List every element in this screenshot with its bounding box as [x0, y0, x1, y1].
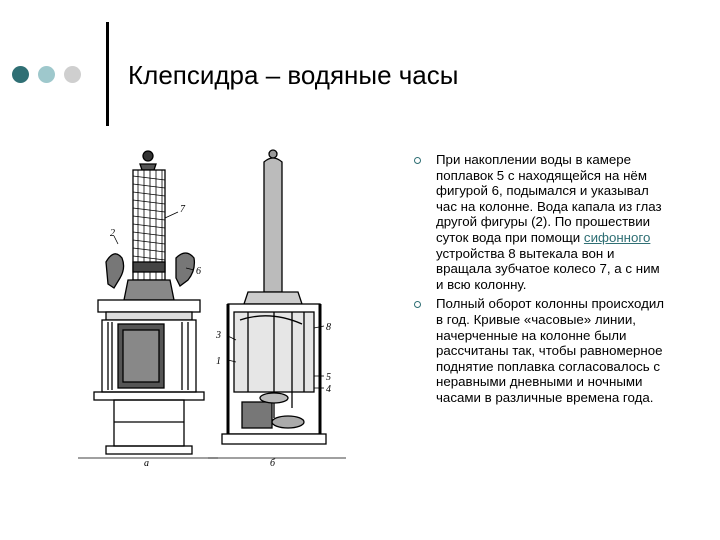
title-divider [106, 22, 109, 126]
figure-label-b: б [270, 458, 276, 469]
figure-number-5: 5 [326, 372, 331, 383]
bullet-text-part: устройства 8 вытекала вон и вращала зубчатое колесо 7, а с ним и всю колонну. [436, 245, 660, 292]
bullet-text-part: При накоплении воды в камере поплавок 5 с находящейся на нём фигурой 6, подымался и указывал час на колонне. Вода капала из глаз другой фигуры (2). По прошествии суток вода при помощи [436, 152, 662, 245]
figure-number-3: 3 [216, 330, 221, 341]
bullet-text: Полный оборот колонны происходил в год. Кривые «часовые» линии, начерченные на колонне были рассчитаны так, чтобы равномерное поднятие поплавка согласовалось с неравными дневными и ночными часами в различные времена года. [436, 296, 665, 405]
bullet-item [414, 296, 670, 405]
dot-gray-icon [64, 66, 81, 83]
clepsydra-illustration [78, 140, 348, 470]
bullet-item [414, 152, 670, 292]
figure-number-2: 2 [110, 228, 115, 239]
figure-number-6: 6 [196, 266, 201, 277]
figure-number-1: 1 [216, 356, 221, 367]
figure-number-7: 7 [180, 204, 185, 215]
dot-dark-icon [12, 66, 29, 83]
clepsydra-exterior [78, 151, 218, 458]
dot-light-icon [38, 66, 55, 83]
bullet-circle-icon [414, 157, 421, 164]
clepsydra-cross-section [208, 150, 346, 458]
siphon-link[interactable]: сифонного [583, 229, 651, 245]
decorative-dots [12, 66, 81, 83]
figure-number-4: 4 [326, 384, 331, 395]
figure-label-a: a [144, 458, 149, 469]
bullet-list [414, 152, 670, 410]
bullet-circle-icon [414, 301, 421, 308]
slide-title: Клепсидра – водяные часы [128, 60, 459, 90]
figure-number-8: 8 [326, 322, 331, 333]
